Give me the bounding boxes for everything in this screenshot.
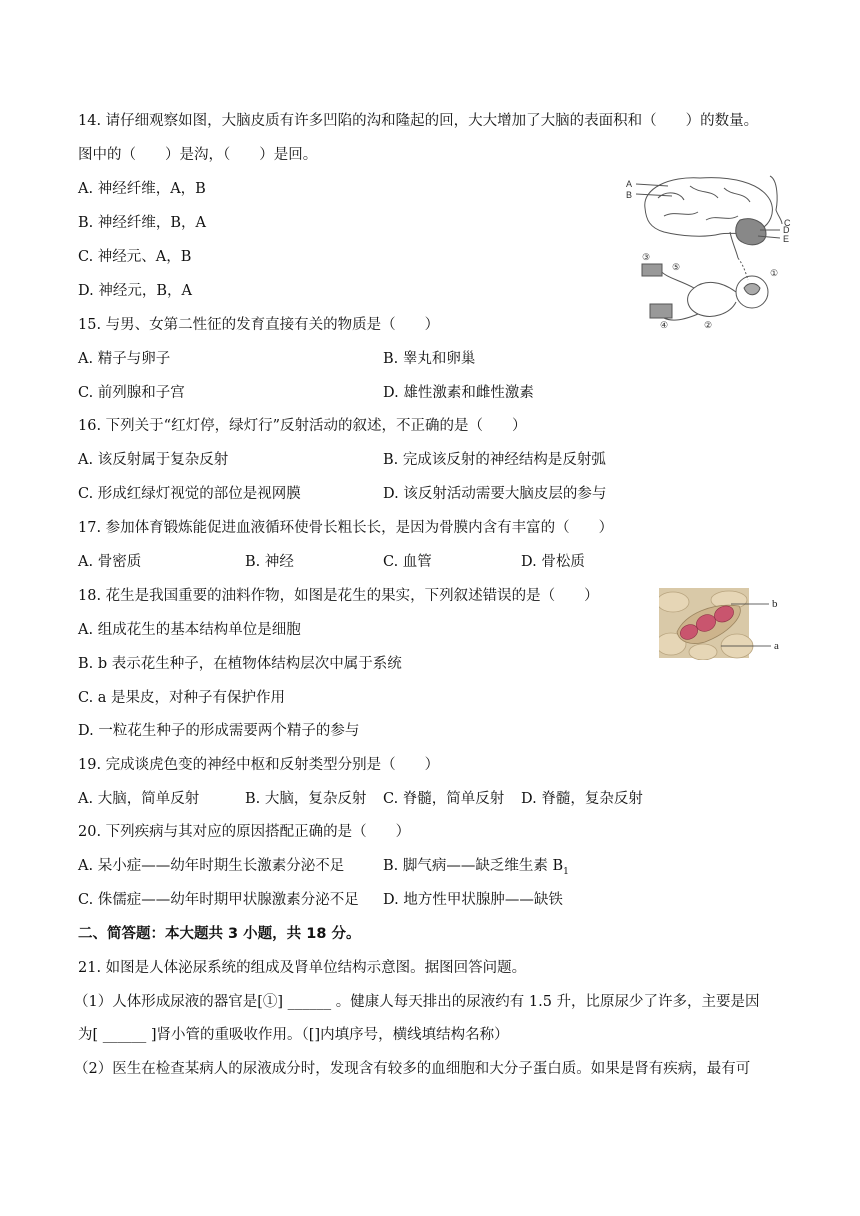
q16-stem: 16. 下列关于“红灯停，绿灯行”反射活动的叙述，不正确的是（ ） — [78, 418, 527, 434]
q15-option-c: C. 前列腺和子宫 — [78, 385, 185, 401]
q15-option-a: A. 精子与卵子 — [78, 351, 171, 367]
q20-option-b — [383, 856, 569, 882]
q17-option-c: C. 血管 — [383, 554, 432, 570]
fig-label-A: A — [626, 179, 633, 189]
q15-option-d: D. 雄性激素和雌性激素 — [383, 385, 534, 401]
peanut-figure — [659, 588, 789, 660]
fig-label-D: D — [783, 225, 790, 235]
fig-label-1: ① — [770, 268, 779, 278]
q18-option-c: C. a 是果皮，对种子有保护作用 — [78, 690, 286, 706]
fig-label-3: ③ — [642, 252, 651, 262]
fig-label-4: ④ — [660, 320, 669, 330]
q16-option-d: D. 该反射活动需要大脑皮层的参与 — [383, 486, 607, 502]
q14-option-d: D. 神经元，B，A — [78, 283, 192, 299]
q15-option-b: B. 睾丸和卵巢 — [383, 351, 476, 367]
q19-option-c: C. 脊髓，简单反射 — [383, 791, 505, 807]
q18-option-a: A. 组成花生的基本结构单位是细胞 — [78, 622, 301, 638]
q21-stem: 21. 如图是人体泌尿系统的组成及肾单位结构示意图。据图回答问题。 — [78, 960, 527, 976]
fig-label-C: C — [784, 218, 791, 228]
q16-option-a: A. 该反射属于复杂反射 — [78, 452, 229, 468]
q14-option-a: A. 神经纤维，A，B — [78, 181, 206, 197]
q17-stem: 17. 参加体育锻炼能促进血液循环使骨长粗长长，是因为骨膜内含有丰富的（ ） — [78, 520, 614, 536]
fig-label-2: ② — [704, 320, 713, 330]
fig-label-a: a — [774, 640, 779, 652]
q18-option-d: D. 一粒花生种子的形成需要两个精子的参与 — [78, 723, 360, 739]
q14-stem-line1: 14. 请仔细观察如图，大脑皮质有许多凹陷的沟和隆起的回，大大增加了大脑的表面积和（ ）的数量。 — [78, 113, 759, 129]
q20-option-b-subscript: 1 — [563, 866, 569, 877]
q15-stem: 15. 与男、女第二性征的发育直接有关的物质是（ ） — [78, 317, 440, 333]
q16-option-c: C. 形成红绿灯视觉的部位是视网膜 — [78, 486, 301, 502]
q14-stem-line2: 图中的（ ）是沟，（ ）是回。 — [78, 147, 318, 163]
q16-option-b: B. 完成该反射的神经结构是反射弧 — [383, 452, 606, 468]
q20-option-a: A. 呆小症——幼年时期生长激素分泌不足 — [78, 858, 345, 874]
fig-label-B: B — [626, 190, 633, 200]
q14-option-b: B. 神经纤维，B，A — [78, 215, 207, 231]
q17-option-d: D. 骨松质 — [521, 554, 585, 570]
q20-option-d: D. 地方性甲状腺肿——缺铁 — [383, 892, 563, 908]
q19-option-d: D. 脊髓，复杂反射 — [521, 791, 643, 807]
q19-stem: 19. 完成谈虎色变的神经中枢和反射类型分别是（ ） — [78, 757, 440, 773]
q20-option-b-text: B. 脚气病——缺乏维生素 B — [383, 858, 564, 874]
q20-stem: 20. 下列疾病与其对应的原因搭配正确的是（ ） — [78, 824, 411, 840]
q17-option-a: A. 骨密质 — [78, 554, 142, 570]
q19-option-b: B. 大脑，复杂反射 — [245, 791, 367, 807]
q21-part1-line2: 为[ ______ ]肾小管的重吸收作用。（[]内填序号，横线填结构名称） — [78, 1027, 509, 1043]
fig-label-5: ⑤ — [672, 262, 681, 272]
q20-option-c: C. 侏儒症——幼年时期甲状腺激素分泌不足 — [78, 892, 359, 908]
q18-stem: 18. 花生是我国重要的油料作物，如图是花生的果实，下列叙述错误的是（ ） — [78, 588, 599, 604]
brain-reflex-figure — [620, 170, 800, 330]
q21-part1-line1: （1）人体形成尿液的器官是[①] ______ 。健康人每天排出的尿液约有 1.5 升，比原尿少了许多，主要是因 — [74, 994, 760, 1010]
q18-option-b: B. b 表示花生种子，在植物体结构层次中属于系统 — [78, 656, 402, 672]
q19-option-a: A. 大脑，简单反射 — [78, 791, 200, 807]
q14-option-c: C. 神经元、A，B — [78, 249, 192, 265]
q21-part2-line1: （2）医生在检查某病人的尿液成分时，发现含有较多的血细胞和大分子蛋白质。如果是肾有疾病，最有可 — [74, 1061, 751, 1077]
section2-heading: 二、简答题：本大题共 3 小题，共 18 分。 — [78, 926, 361, 942]
q17-option-b: B. 神经 — [245, 554, 294, 570]
fig-label-b: b — [772, 598, 778, 610]
fig-label-E: E — [783, 234, 790, 244]
